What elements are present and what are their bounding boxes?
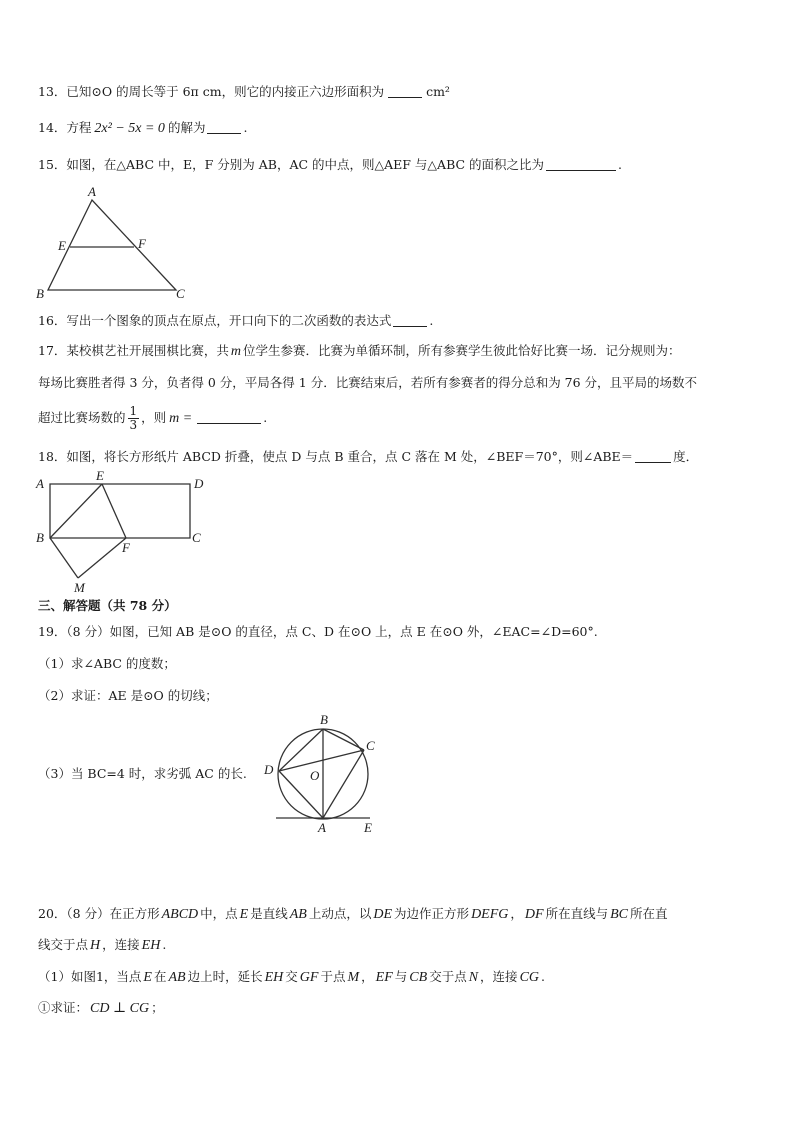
question-13-text: 13．已知⊙O 的周长等于 6π cm，则它的内接正六边形面积为 — [38, 84, 385, 99]
question-17-text-a: 17．某校棋艺社开展围棋比赛，共 — [38, 343, 229, 358]
q20-p1-point-e: E — [143, 970, 152, 985]
question-14-end: . — [243, 120, 248, 135]
label-b: B — [320, 712, 328, 727]
q20-p1-text-i: ，连接 — [480, 969, 518, 984]
question-17-line-2 — [38, 375, 697, 391]
question-17-text-b: 位学生参赛．比赛为单循环制，所有参赛学生彼此恰好比赛一场．记分规则为： — [243, 343, 681, 358]
q20-line-ab: AB — [289, 907, 307, 922]
q20-text-h: 所在直 — [629, 906, 668, 921]
label-o: O — [310, 768, 320, 783]
question-19-text: 19．（8 分）如图，已知 AB 是⊙O 的直径，点 C、D 在⊙O 上，点 E 在⊙O 外，∠EAC=∠D=60°. — [38, 624, 598, 639]
label-b: B — [36, 286, 44, 301]
q20-square-abcd: ABCD — [161, 907, 199, 922]
question-16-end: . — [429, 313, 434, 328]
q20-p1-segment-cg: CG — [519, 970, 540, 985]
q20-text-i: 线交于点 — [38, 937, 89, 952]
q20-p1-point-m: M — [347, 970, 360, 985]
label-a: A — [88, 184, 96, 199]
q20-text-k: . — [162, 937, 167, 952]
question-19-part-3 — [38, 766, 247, 782]
label-c: C — [176, 286, 185, 301]
question-17-line-3 — [38, 404, 267, 433]
q20-p1-text-g: 与 — [394, 969, 408, 984]
question-17-end: . — [263, 410, 268, 425]
answer-blank-14[interactable] — [207, 121, 241, 134]
answer-blank-13[interactable] — [388, 85, 422, 98]
answer-blank-17[interactable] — [197, 411, 261, 424]
q20-p1-point-n: N — [468, 970, 479, 985]
fraction-denominator: 3 — [129, 418, 138, 432]
question-17-text-d: 超过比赛场数的 — [38, 410, 126, 425]
section-3-text: 三、解答题（共 78 分） — [38, 598, 177, 613]
segment-be — [50, 484, 102, 538]
label-m: M — [74, 580, 85, 595]
q20-line-df: DF — [524, 907, 544, 922]
section-3-title — [38, 598, 177, 614]
question-18 — [38, 449, 698, 465]
question-15-end: . — [618, 157, 623, 172]
label-e: E — [96, 468, 104, 483]
segment-bc — [323, 729, 364, 750]
segment-bm — [50, 538, 78, 578]
q20-line-bc: BC — [610, 907, 628, 922]
question-20-line-2 — [38, 937, 166, 954]
label-e: E — [58, 238, 66, 253]
question-16 — [38, 313, 433, 329]
label-c: C — [366, 738, 375, 753]
question-17-text-c: 每场比赛胜者得 3 分，负者得 0 分，平局各得 1 分．比赛结束后，若所有参赛者的得分总和为 76 分，且平局的场数不 — [38, 375, 698, 390]
label-d: D — [194, 476, 204, 491]
q20-p1-text-d: 交 — [285, 969, 298, 984]
q20-p1-segment-gf: GF — [299, 970, 319, 985]
q20-p1-text-h: 交于点 — [429, 969, 467, 984]
question-15 — [38, 157, 622, 173]
q20-p1-segment-cb: CB — [409, 970, 428, 985]
q20-text-d: 上动点，以 — [308, 906, 372, 921]
q20-s1-text-a: ①求证： — [38, 1000, 89, 1015]
question-19-stem — [38, 624, 598, 640]
variable-m: m — [230, 344, 242, 359]
question-20-sub-1 — [38, 1000, 164, 1017]
label-f: F — [122, 540, 130, 555]
question-20-part-1 — [38, 969, 545, 986]
q20-square-defg: DEFG — [471, 907, 509, 922]
label-b: B — [36, 530, 44, 545]
q20-point-h: H — [90, 938, 101, 953]
q20-side-de: DE — [373, 907, 393, 922]
question-18-text: 18．如图，将长方形纸片 ABCD 折叠，使点 D 与点 B 重合，点 C 落在 M 处，∠BEF＝70°，则∠ABE＝ — [38, 449, 634, 464]
segment-dc — [279, 750, 364, 771]
answer-blank-18[interactable] — [635, 450, 671, 463]
question-14-prefix: 14．方程 — [38, 120, 92, 135]
segment-ac — [323, 750, 364, 818]
q20-text-a: 20．（8 分）在正方形 — [38, 906, 160, 921]
figure-15-triangle — [30, 184, 200, 304]
question-19-part-1 — [38, 656, 176, 672]
q20-segment-eh: EH — [141, 938, 161, 953]
q20-p1-text-f: ， — [361, 969, 374, 984]
question-19-part-1-text: （1）求∠ABC 的度数； — [38, 656, 176, 671]
question-15-text: 15．如图，在△ABC 中，E，F 分别为 AB，AC 的中点，则△AEF 与△ABC 的面积之比为 — [38, 157, 545, 172]
question-14-suffix: 的解为 — [167, 120, 206, 135]
q20-text-b: 中，点 — [200, 906, 238, 921]
fraction-one-third — [128, 405, 140, 432]
label-f: F — [138, 236, 146, 251]
question-16-text: 16．写出一个图象的顶点在原点，开口向下的二次函数的表达式 — [38, 313, 392, 328]
answer-blank-15[interactable] — [546, 158, 616, 171]
question-19-part-2 — [38, 688, 218, 704]
q20-text-j: ，连接 — [102, 937, 140, 952]
question-17-text-e: ，则 — [141, 410, 167, 425]
question-19-part-3-text: （3）当 BC=4 时，求劣弧 AC 的长. — [38, 766, 247, 781]
question-19-part-2-text: （2）求证：AE 是⊙O 的切线； — [38, 688, 218, 703]
q20-p1-text-j: . — [541, 969, 545, 984]
label-a: A — [318, 820, 326, 835]
equation-14: 2x² − 5x = 0 — [94, 121, 165, 136]
question-20-line-1 — [38, 906, 668, 923]
fraction-numerator: 1 — [129, 404, 138, 418]
q20-p1-text-c: 边上时，延长 — [187, 969, 263, 984]
question-14 — [38, 120, 247, 137]
q20-text-c: 是直线 — [250, 906, 288, 921]
question-18-end: 度． — [673, 449, 699, 464]
rectangle-abcd — [50, 484, 190, 538]
triangle-abc — [48, 200, 176, 290]
label-c: C — [192, 530, 201, 545]
q20-p1-text-e: 于点 — [320, 969, 346, 984]
q20-p1-text-b: 在 — [153, 969, 167, 984]
label-a: A — [36, 476, 44, 491]
q20-s1-text-b: ； — [151, 1000, 164, 1015]
label-d: D — [264, 762, 274, 777]
q20-p1-text-a: （1）如图1，当点 — [38, 969, 142, 984]
figure-19-circle — [262, 712, 382, 836]
q20-point-e: E — [239, 907, 249, 922]
q20-s1-equation: CD ⊥ CG — [90, 1001, 150, 1016]
question-17-line-1 — [38, 343, 681, 360]
q20-text-g: 所在直线与 — [545, 906, 609, 921]
question-13 — [38, 84, 450, 100]
q20-p1-segment-ef: EF — [375, 970, 393, 985]
segment-ef — [102, 484, 126, 538]
segment-mf — [78, 538, 126, 578]
question-13-unit: cm² — [426, 84, 450, 99]
q20-text-e: 为边作正方形 — [394, 906, 470, 921]
answer-blank-16[interactable] — [393, 314, 427, 327]
q20-p1-side-ab: AB — [168, 970, 186, 985]
equation-m-equals: m = — [169, 411, 193, 426]
label-e: E — [364, 820, 372, 835]
q20-p1-segment-eh: EH — [264, 970, 284, 985]
figure-18-folded-rectangle — [30, 468, 220, 596]
q20-text-f: ， — [510, 906, 523, 921]
